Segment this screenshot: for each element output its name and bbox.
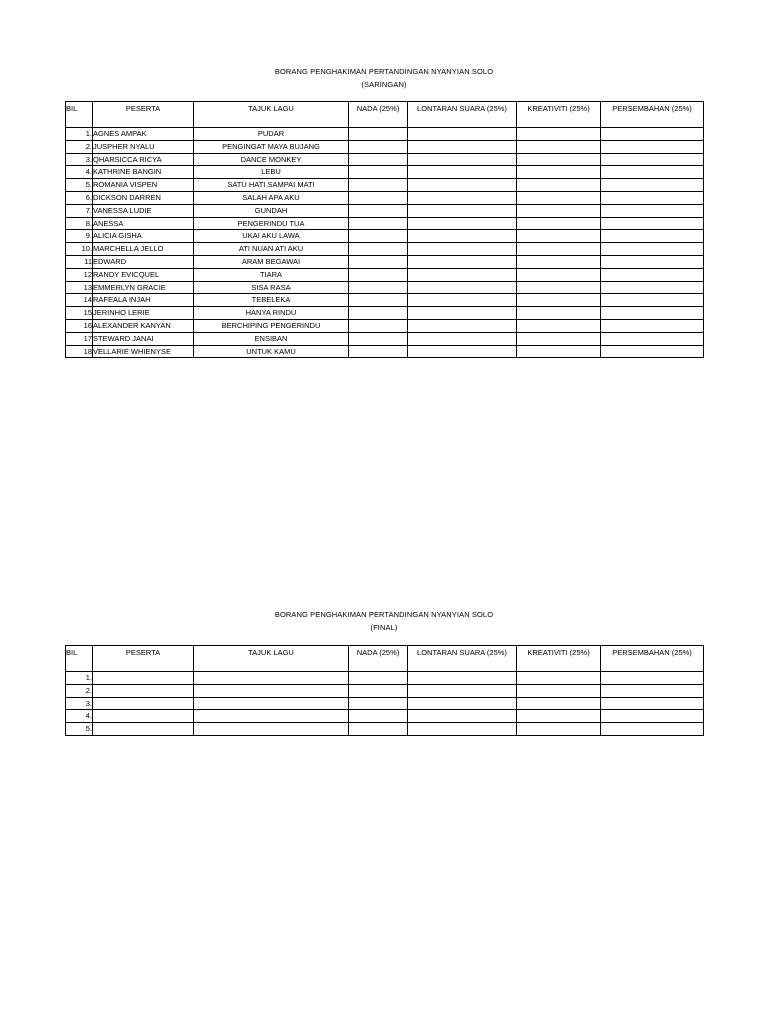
table-row [66,268,704,281]
score-kreativiti-cell [517,204,601,217]
contestant-name [93,672,194,685]
song-title [194,710,349,723]
song-title: ATI NUAN ATI AKU [194,243,349,256]
score-kreativiti-cell [517,179,601,192]
contestant-name: AGNES AMPAK [93,128,194,141]
row-number: 13 [66,281,93,294]
contestant-name: RANDY EVICQUEL [93,268,194,281]
table-header-row [66,102,704,128]
score-persembahan-cell [601,255,704,268]
header-lontaran-suara: LONTARAN SUARA (25%) [408,102,517,128]
saringan-table-body [66,128,704,358]
score-persembahan-cell [601,294,704,307]
song-title: SISA RASA [194,281,349,294]
score-nada-cell [349,319,408,332]
header-kreativiti: KREATIVITI (25%) [517,646,601,672]
header-persembahan: PERSEMBAHAN (25%) [601,102,704,128]
song-title: ARAM BEGAWAI [194,255,349,268]
score-kreativiti-cell [517,294,601,307]
score-nada-cell [349,684,408,697]
row-number: 16 [66,319,93,332]
score-persembahan-cell [601,723,704,736]
song-title [194,684,349,697]
score-nada-cell [349,128,408,141]
score-persembahan-cell [601,307,704,320]
table-row [66,217,704,230]
score-nada-cell [349,332,408,345]
final-form [0,609,768,734]
row-number: 5. [66,179,93,192]
score-nada-cell [349,307,408,320]
score-kreativiti-cell [517,332,601,345]
contestant-name: ALEXANDER KANYAN [93,319,194,332]
score-persembahan-cell [601,710,704,723]
score-lontaran-suara-cell [408,672,517,685]
header-persembahan: PERSEMBAHAN (25%) [601,646,704,672]
score-nada-cell [349,191,408,204]
row-number: 7. [66,204,93,217]
score-kreativiti-cell [517,345,601,358]
table-row [66,140,704,153]
score-lontaran-suara-cell [408,128,517,141]
song-title: BERCHIPING PENGERINDU [194,319,349,332]
score-nada-cell [349,294,408,307]
final-table-body [66,672,704,736]
song-title [194,723,349,736]
table-row [66,230,704,243]
score-nada-cell [349,204,408,217]
score-nada-cell [349,140,408,153]
score-nada-cell [349,255,408,268]
row-number: 1. [66,672,93,685]
contestant-name: JUSPHER NYALU [93,140,194,153]
table-row [66,345,704,358]
row-number: 14 [66,294,93,307]
score-nada-cell [349,230,408,243]
table-row [66,128,704,141]
score-kreativiti-cell [517,255,601,268]
song-title: PENGERINDU TUA [194,217,349,230]
contestant-name: KATHRINE BANGIN [93,166,194,179]
score-kreativiti-cell [517,319,601,332]
score-lontaran-suara-cell [408,281,517,294]
song-title: ENSIBAN [194,332,349,345]
score-kreativiti-cell [517,268,601,281]
score-lontaran-suara-cell [408,230,517,243]
score-lontaran-suara-cell [408,166,517,179]
table-row [66,319,704,332]
song-title: DANCE MONKEY [194,153,349,166]
row-number: 10. [66,243,93,256]
table-row [66,723,704,736]
header-peserta: PESERTA [93,102,194,128]
final-score-table [65,645,704,736]
header-peserta: PESERTA [93,646,194,672]
score-persembahan-cell [601,672,704,685]
score-kreativiti-cell [517,166,601,179]
contestant-name [93,697,194,710]
score-lontaran-suara-cell [408,204,517,217]
score-kreativiti-cell [517,723,601,736]
table-row [66,294,704,307]
score-persembahan-cell [601,345,704,358]
score-lontaran-suara-cell [408,294,517,307]
score-nada-cell [349,672,408,685]
row-number: 4. [66,166,93,179]
score-lontaran-suara-cell [408,332,517,345]
song-title: TEBELEKA [194,294,349,307]
saringan-form [0,66,768,356]
form-subtitle: (FINAL) [370,622,398,632]
row-number: 1. [66,128,93,141]
score-persembahan-cell [601,191,704,204]
score-persembahan-cell [601,697,704,710]
song-title: UNTUK KAMU [194,345,349,358]
header-bil: BIL [66,102,93,128]
contestant-name: VELLARIE WHIENYSE [93,345,194,358]
song-title: UKAI AKU LAWA [194,230,349,243]
contestant-name: STEWARD JANAI [93,332,194,345]
score-nada-cell [349,345,408,358]
row-number: 9. [66,230,93,243]
score-kreativiti-cell [517,710,601,723]
score-persembahan-cell [601,166,704,179]
contestant-name: VANESSA LUDIE [93,204,194,217]
score-lontaran-suara-cell [408,217,517,230]
contestant-name: EDWARD [93,255,194,268]
table-row [66,710,704,723]
table-row [66,243,704,256]
row-number: 6. [66,191,93,204]
score-kreativiti-cell [517,140,601,153]
row-number: 18 [66,345,93,358]
score-persembahan-cell [601,230,704,243]
table-row [66,697,704,710]
score-lontaran-suara-cell [408,243,517,256]
score-kreativiti-cell [517,307,601,320]
form-subtitle: (SARINGAN) [361,79,407,89]
score-lontaran-suara-cell [408,723,517,736]
score-nada-cell [349,153,408,166]
contestant-name [93,710,194,723]
score-persembahan-cell [601,684,704,697]
score-lontaran-suara-cell [408,179,517,192]
row-number: 17 [66,332,93,345]
score-kreativiti-cell [517,697,601,710]
table-row [66,281,704,294]
table-header-row [66,646,704,672]
header-kreativiti: KREATIVITI (25%) [517,102,601,128]
score-persembahan-cell [601,140,704,153]
score-kreativiti-cell [517,191,601,204]
score-persembahan-cell [601,268,704,281]
song-title: LEBU [194,166,349,179]
score-nada-cell [349,243,408,256]
table-row [66,332,704,345]
score-lontaran-suara-cell [408,319,517,332]
row-number: 2. [66,684,93,697]
table-row [66,307,704,320]
score-lontaran-suara-cell [408,684,517,697]
row-number: 12 [66,268,93,281]
table-row [66,179,704,192]
song-title [194,697,349,710]
contestant-name: ALICIA GISHA [93,230,194,243]
score-kreativiti-cell [517,128,601,141]
score-nada-cell [349,723,408,736]
row-number: 2. [66,140,93,153]
score-kreativiti-cell [517,153,601,166]
table-row [66,153,704,166]
table-row [66,204,704,217]
score-lontaran-suara-cell [408,710,517,723]
score-kreativiti-cell [517,230,601,243]
score-lontaran-suara-cell [408,268,517,281]
score-lontaran-suara-cell [408,153,517,166]
score-lontaran-suara-cell [408,191,517,204]
song-title: SATU HATI SAMPAI MATI [194,179,349,192]
song-title: TIARA [194,268,349,281]
score-lontaran-suara-cell [408,140,517,153]
score-nada-cell [349,217,408,230]
row-number: 3. [66,697,93,710]
row-number: 4. [66,710,93,723]
form-title: BORANG PENGHAKIMAN PERTANDINGAN NYANYIAN SOLO [274,610,494,619]
contestant-name: QHARSICCA RICYA [93,153,194,166]
score-persembahan-cell [601,281,704,294]
score-kreativiti-cell [517,684,601,697]
table-row [66,255,704,268]
saringan-score-table [65,101,704,358]
header-lontaran-suara: LONTARAN SUARA (25%) [408,646,517,672]
contestant-name: MARCHELLA JELLO [93,243,194,256]
score-persembahan-cell [601,179,704,192]
score-nada-cell [349,697,408,710]
row-number: 3. [66,153,93,166]
score-persembahan-cell [601,319,704,332]
score-persembahan-cell [601,243,704,256]
score-nada-cell [349,710,408,723]
contestant-name: RAFEALA INJAH [93,294,194,307]
score-nada-cell [349,268,408,281]
contestant-name [93,684,194,697]
contestant-name: ANESSA [93,217,194,230]
row-number: 11 [66,255,93,268]
score-nada-cell [349,281,408,294]
score-kreativiti-cell [517,243,601,256]
table-row [66,191,704,204]
song-title: SALAH APA AKU [194,191,349,204]
score-persembahan-cell [601,204,704,217]
contestant-name [93,723,194,736]
score-persembahan-cell [601,128,704,141]
song-title: GUNDAH [194,204,349,217]
contestant-name: JERINHO LERIE [93,307,194,320]
score-lontaran-suara-cell [408,255,517,268]
song-title [194,672,349,685]
song-title: HANYA RINDU [194,307,349,320]
table-row [66,684,704,697]
score-nada-cell [349,179,408,192]
score-lontaran-suara-cell [408,697,517,710]
header-nada: NADA (25%) [349,646,408,672]
contestant-name: ROMANIA VISPEN [93,179,194,192]
song-title: PENGINGAT MAYA BUJANG [194,140,349,153]
row-number: 15 [66,307,93,320]
form-title: BORANG PENGHAKIMAN PERTANDINGAN NYANYIAN SOLO [274,67,494,76]
score-kreativiti-cell [517,217,601,230]
score-lontaran-suara-cell [408,345,517,358]
row-number: 8. [66,217,93,230]
contestant-name: EMMERLYN GRACIE [93,281,194,294]
contestant-name: DICKSON DARREN [93,191,194,204]
header-bil: BIL [66,646,93,672]
score-persembahan-cell [601,332,704,345]
score-nada-cell [349,166,408,179]
song-title: PUDAR [194,128,349,141]
score-persembahan-cell [601,217,704,230]
header-tajuk-lagu: TAJUK LAGU [194,646,349,672]
score-lontaran-suara-cell [408,307,517,320]
score-kreativiti-cell [517,672,601,685]
table-row [66,166,704,179]
header-tajuk-lagu: TAJUK LAGU [194,102,349,128]
row-number: 5. [66,723,93,736]
header-nada: NADA (25%) [349,102,408,128]
score-persembahan-cell [601,153,704,166]
table-row [66,672,704,685]
score-kreativiti-cell [517,281,601,294]
